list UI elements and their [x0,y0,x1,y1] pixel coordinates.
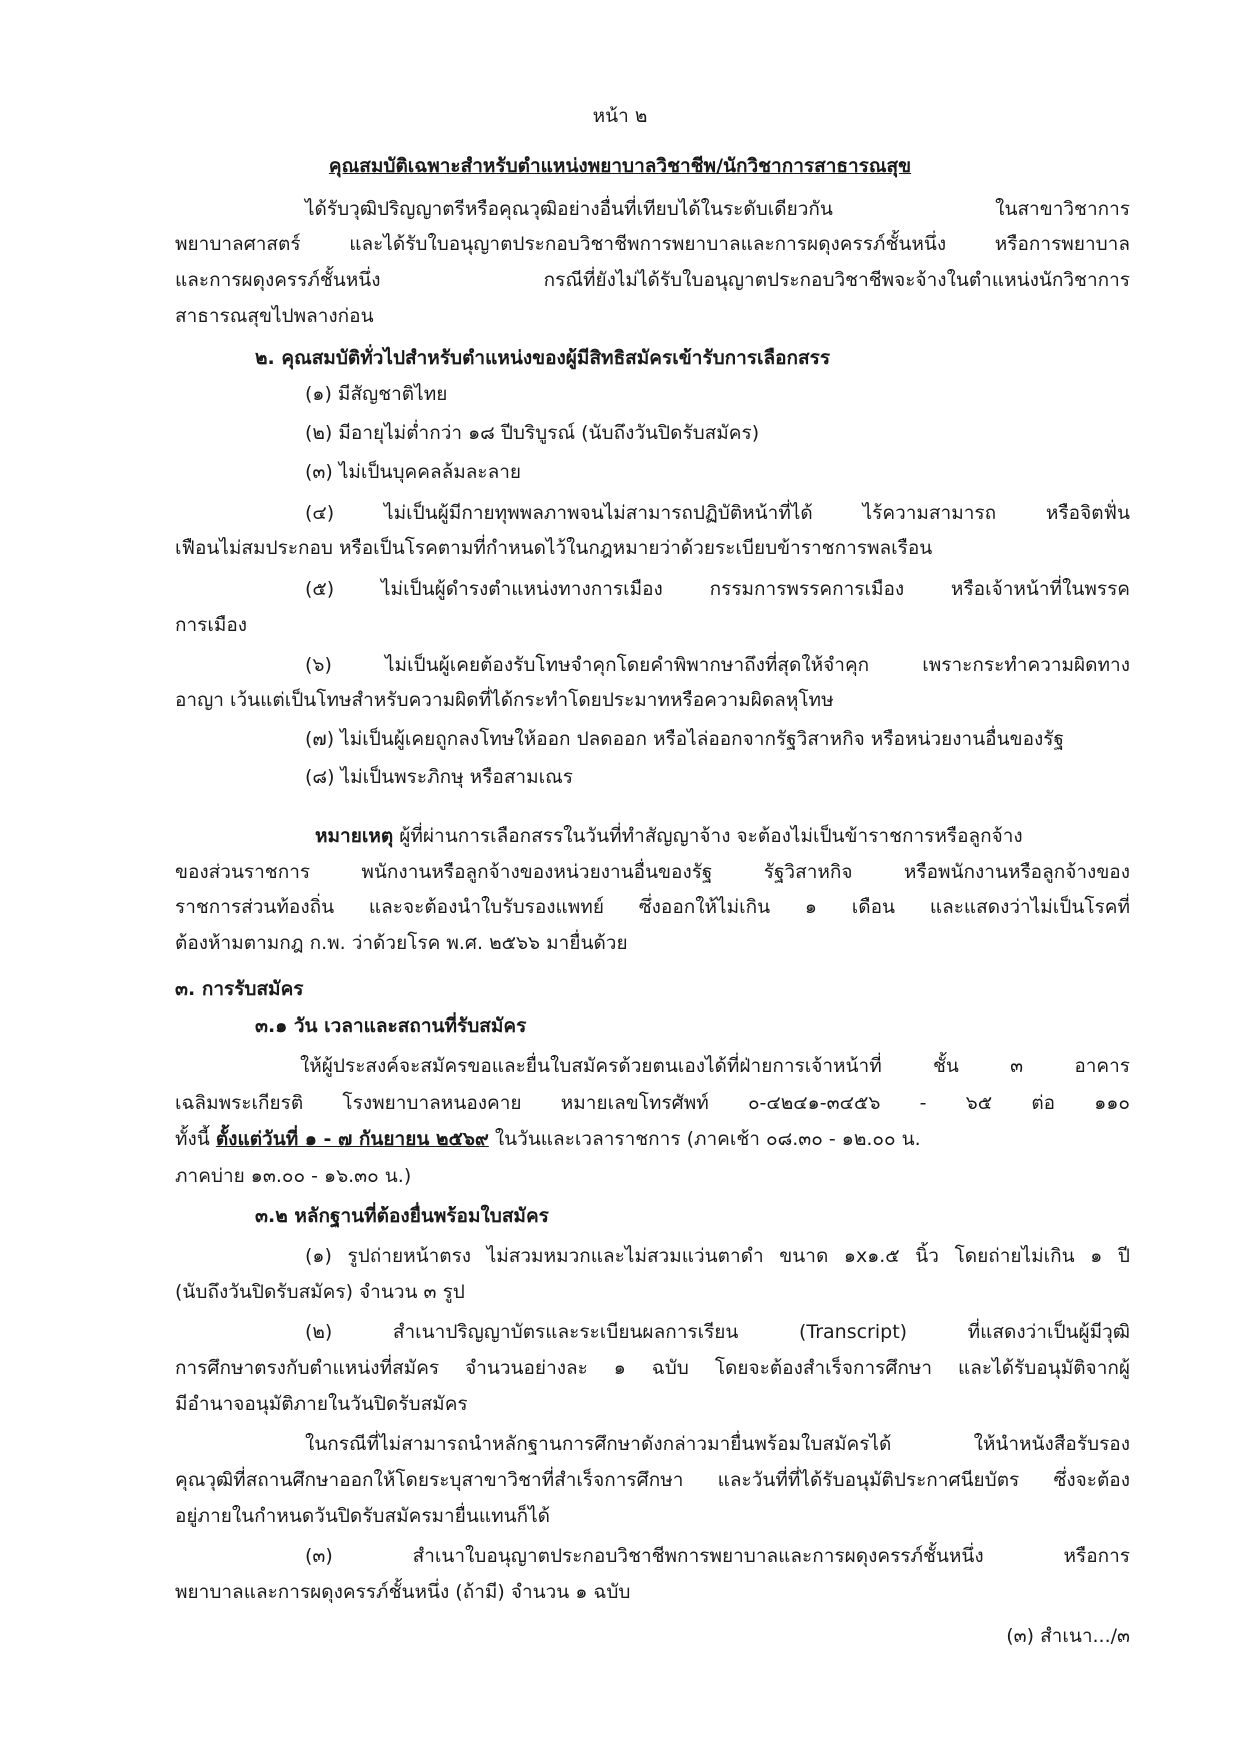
note-line-3: ราชการส่วนท้องถิ่น และจะต้องนำใบรับรองแพทย์ ซึ่งออกให้ไม่เกิน ๑ เดือน และแสดงว่าไม่เป็นโรคที่ [175,896,1130,918]
section-3-heading: ๓. การรับสมัคร [175,978,304,1000]
specific-line-1: ได้รับวุฒิปริญญาตรีหรือคุณวุฒิอย่างอื่นที่เทียบได้ในระดับเดียวกัน ในสาขาวิชาการ [305,198,1130,220]
general-item-4-line-2: เฟือนไม่สมประกอบ หรือเป็นโรคตามที่กำหนดไว้ในกฎหมายว่าด้วยระเบียบข้าราชการพลเรือน [175,537,933,559]
document-photo-line-1: (๑) รูปถ่ายหน้าตรง ไม่สวมหมวกและไม่สวมแว่นตาดำ ขนาด ๑x๑.๕ นิ้ว โดยถ่ายไม่เกิน ๑ ปี [305,1245,1130,1267]
section-3-2-heading: ๓.๒ หลักฐานที่ต้องยื่นพร้อมใบสมัคร [255,1205,549,1227]
document-degree-line-3: มีอำนาจอนุมัติภายในวันปิดรับสมัคร [175,1393,468,1415]
general-item-8: (๘) ไม่เป็นพระภิกษุ หรือสามเณร [305,766,573,788]
section-3-1-heading: ๓.๑ วัน เวลาและสถานที่รับสมัคร [255,1015,527,1037]
document-license-line-1: (๓) สำเนาใบอนุญาตประกอบวิชาชีพการพยาบาลและการผดุงครรภ์ชั้นหนึ่ง หรือการ [305,1545,1130,1567]
general-item-7: (๗) ไม่เป็นผู้เคยถูกลงโทษให้ออก ปลดออก หรือไล่ออกจากรัฐวิสาหกิจ หรือหน่วยงานอื่นของรัฐ [305,728,1064,750]
document-degree-line-2: การศึกษาตรงกับตำแหน่งที่สมัคร จำนวนอย่างละ ๑ ฉบับ โดยจะต้องสำเร็จการศึกษา และได้รับอนุมัติจากผู้ [175,1357,1130,1379]
general-item-6-line-2: อาญา เว้นแต่เป็นโทษสำหรับความผิดที่ได้กระทำโดยประมาทหรือความผิดลหุโทษ [175,689,834,711]
general-item-3: (๓) ไม่เป็นบุคคลล้มละลาย [305,461,522,483]
document-substitute-line-1: ในกรณีที่ไม่สามารถนำหลักฐานการศึกษาดังกล่าวมายื่นพร้อมใบสมัครได้ ให้นำหนังสือรับรอง [305,1433,1130,1455]
application-place-line-1: ให้ผู้ประสงค์จะสมัครขอและยื่นใบสมัครด้วยตนเองได้ที่ฝ่ายการเจ้าหน้าที่ ชั้น ๓ อาคาร [300,1055,1130,1077]
general-item-5-line-1: (๕) ไม่เป็นผู้ดำรงตำแหน่งทางการเมือง กรรมการพรรคการเมือง หรือเจ้าหน้าที่ในพรรค [305,578,1130,600]
note-label: หมายเหตุ [315,825,394,847]
note-line-1: ผู้ที่ผ่านการเลือกสรรในวันที่ทำสัญญาจ้าง จะต้องไม่เป็นข้าราชการหรือลูกจ้าง [393,825,1023,847]
specific-line-3: และการผดุงครรภ์ชั้นหนึ่ง กรณีที่ยังไม่ได้รับใบอนุญาตประกอบวิชาชีพจะจ้างในตำแหน่งนักวิชาการ [175,269,1130,291]
note-line-4: ต้องห้ามตามกฎ ก.พ. ว่าด้วยโรค พ.ศ. ๒๕๖๖ มายื่นด้วย [175,932,628,954]
document-degree-line-1: (๒) สำเนาปริญญาบัตรและระเบียนผลการเรียน (Transcript) ที่แสดงว่าเป็นผู้มีวุฒิ [305,1321,1130,1343]
general-item-4-line-1: (๔) ไม่เป็นผู้มีกายทุพพลภาพจนไม่สามารถปฏิบัติหน้าที่ได้ ไร้ความสามารถ หรือจิตฟั่น [305,502,1130,524]
general-item-2: (๒) มีอายุไม่ต่ำกว่า ๑๘ ปีบริบูรณ์ (นับถึงวันปิดรับสมัคร) [305,422,760,444]
note-line-2: ของส่วนราชการ พนักงานหรือลูกจ้างของหน่วยงานอื่นของรัฐ รัฐวิสาหกิจ หรือพนักงานหรือลูกจ้างของ [175,861,1130,883]
specific-qualification-heading: คุณสมบัติเฉพาะสำหรับตำแหน่งพยาบาลวิชาชีพ/นักวิชาการสาธารณสุข [328,155,912,177]
document-license-line-2: พยาบาลและการผดุงครรภ์ชั้นหนึ่ง (ถ้ามี) จำนวน ๑ ฉบับ [175,1581,631,1603]
application-date-prefix: ทั้งนี้ [175,1128,216,1150]
general-item-6-line-1: (๖) ไม่เป็นผู้เคยต้องรับโทษจำคุกโดยคำพิพากษาถึงที่สุดให้จำคุก เพราะกระทำความผิดทาง [305,654,1130,676]
application-hours-line: ภาคบ่าย ๑๓.๐๐ - ๑๖.๓๐ น.) [175,1165,412,1187]
specific-line-2: พยาบาลศาสตร์ และได้รับใบอนุญาตประกอบวิชาชีพการพยาบาลและการผดุงครรภ์ชั้นหนึ่ง หรือการพยาบาล [175,233,1130,255]
application-place-line-2: เฉลิมพระเกียรติ โรงพยาบาลหนองคาย หมายเลขโทรศัพท์ ๐-๔๒๔๑-๓๔๕๖ - ๖๕ ต่อ ๑๑๐ [175,1092,1130,1114]
continuation-marker: (๓) สำเนา.../๓ [1006,1625,1130,1647]
general-item-1: (๑) มีสัญชาติไทย [305,383,448,405]
application-date-range: ตั้งแต่วันที่ ๑ - ๗ กันยายน ๒๕๖๙ [215,1128,489,1150]
page-number: หน้า ๒ [592,105,648,127]
section-2-heading: ๒. คุณสมบัติทั่วไปสำหรับตำแหน่งของผู้มีสิทธิสมัครเข้ารับการเลือกสรร [255,347,831,369]
document-photo-line-2: (นับถึงวันปิดรับสมัคร) จำนวน ๓ รูป [175,1281,465,1303]
document-substitute-line-3: อยู่ภายในกำหนดวันปิดรับสมัครมายื่นแทนก็ได้ [175,1505,550,1527]
application-date-line [175,1123,921,1155]
specific-line-4: สาธารณสุขไปพลางก่อน [175,305,374,327]
document-substitute-line-2: คุณวุฒิที่สถานศึกษาออกให้โดยระบุสาขาวิชาที่สำเร็จการศึกษา และวันที่ที่ได้รับอนุมัติประกาศนียบัตร ซึ่งจะต้อง [175,1469,1130,1491]
application-date-suffix: ในวันและเวลาราชการ (ภาคเช้า ๐๘.๓๐ - ๑๒.๐๐ น. [488,1128,921,1150]
note-first-line [315,820,1023,852]
general-item-5-line-2: การเมือง [175,614,248,636]
